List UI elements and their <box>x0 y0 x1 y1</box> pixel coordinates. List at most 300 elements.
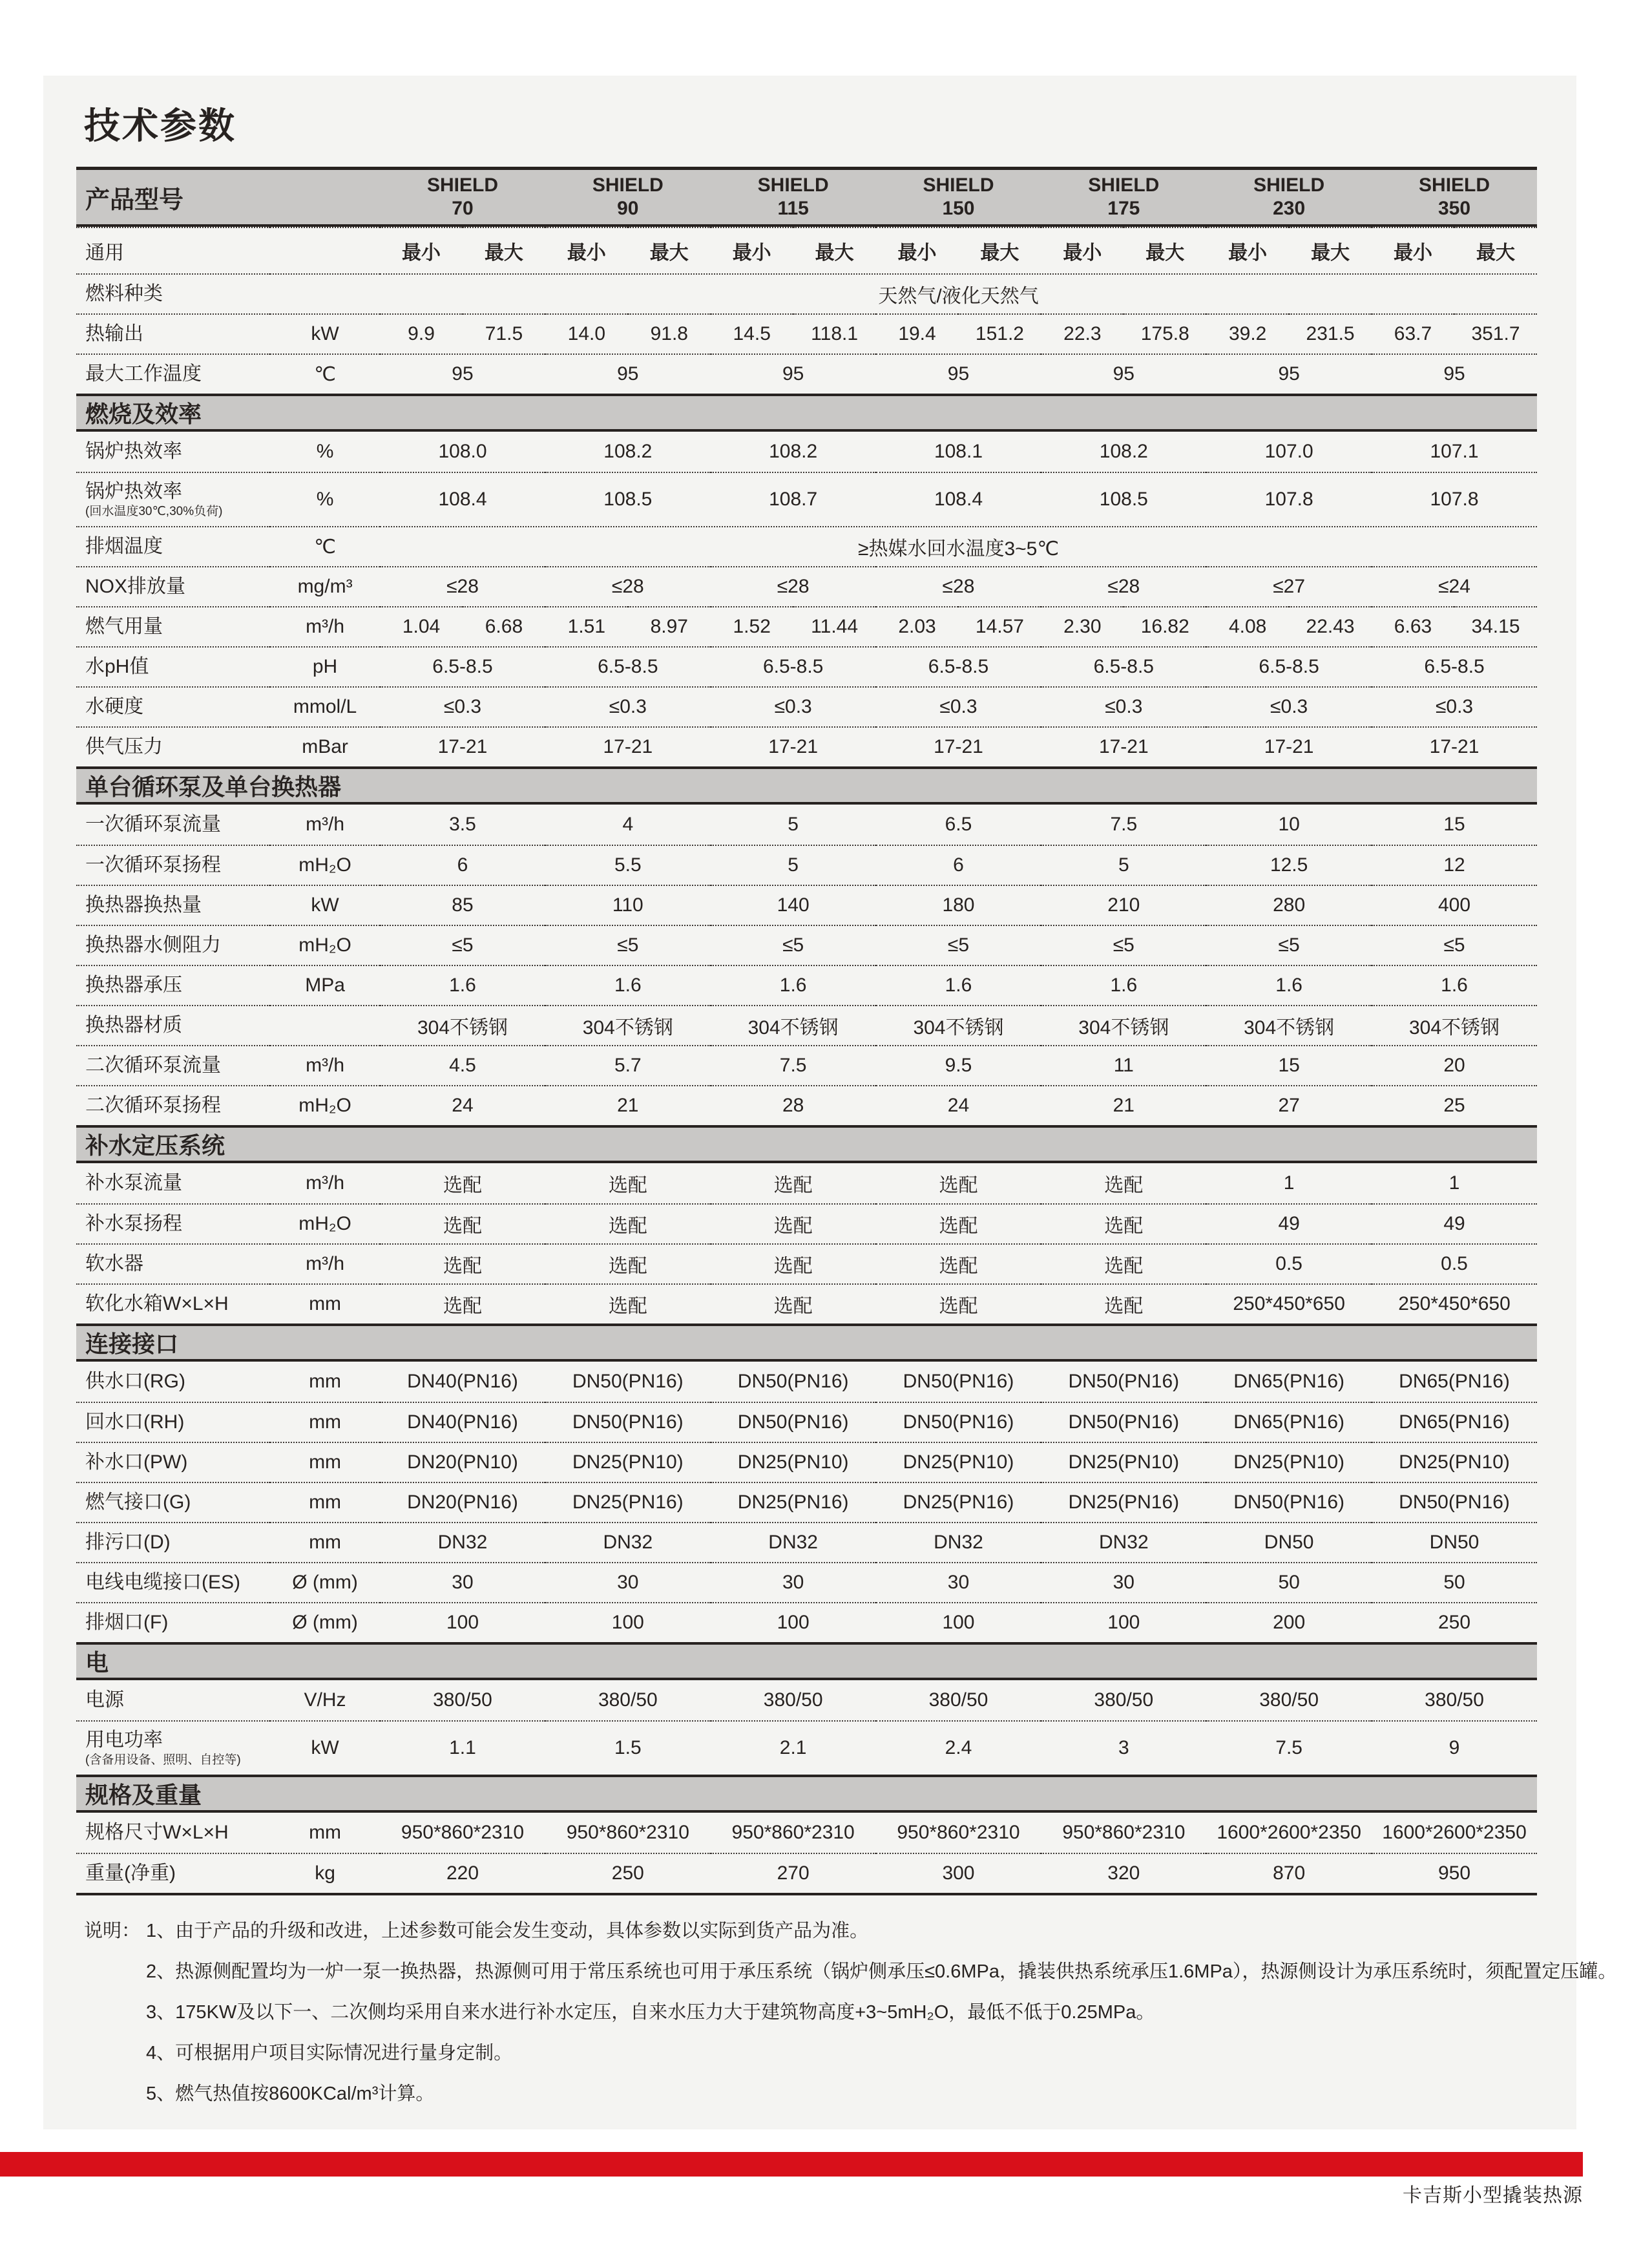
note-text: 4、可根据用户项目实际情况进行量身定制。 <box>146 2043 513 2063</box>
value-cell: DN25(PN10) <box>1372 1442 1537 1482</box>
note-prefix <box>84 2074 146 2114</box>
row-label-cell <box>76 845 270 885</box>
row-label-cell <box>76 646 270 686</box>
value-cell: ≤24 <box>1372 566 1537 606</box>
value-cell: 1600*2600*2350 <box>1217 1822 1361 1843</box>
value-cell: 380/50 <box>763 1689 823 1711</box>
value-cell: 6.5-8.5 <box>711 646 876 686</box>
value-min-cell: 9.9 <box>380 313 463 353</box>
value-cell: 108.4 <box>876 472 1041 526</box>
table-header-row <box>76 170 1537 227</box>
value-cell: 100 <box>380 1602 545 1642</box>
row-sublabel: (含备用设备、照明、自控等) <box>85 1753 241 1767</box>
table-row <box>76 1243 1537 1283</box>
value-cell: DN50(PN16) <box>876 1402 1041 1442</box>
value-cell: 17-21 <box>1206 726 1372 766</box>
unit-cell: m³/h <box>306 1172 345 1194</box>
value-cell: 1.1 <box>380 1720 545 1775</box>
row-label: 回水口(RH) <box>85 1411 185 1433</box>
section-header-row <box>76 394 1537 432</box>
value-cell: DN50(PN16) <box>737 1371 849 1392</box>
unit-cell: kW <box>270 313 380 353</box>
footer-red-bar <box>0 2152 1583 2177</box>
row-label-cell <box>76 1853 270 1893</box>
value-cell: 108.1 <box>934 441 983 462</box>
value-cell: 17-21 <box>380 726 545 766</box>
value-min-cell: 1.51 <box>545 606 628 646</box>
row-label: 燃料种类 <box>85 283 163 304</box>
value-cell: 304不锈钢 <box>1372 1005 1537 1045</box>
unit-cell: Ø (mm) <box>270 1562 380 1602</box>
value-cell: 950*860*2310 <box>401 1822 525 1843</box>
value-cell: 108.4 <box>380 472 545 526</box>
row-label: 重量(净重) <box>85 1862 176 1884</box>
max-label: 最大 <box>1289 227 1372 273</box>
value-cell: ≤0.3 <box>711 686 876 726</box>
value-cell: DN32 <box>876 1522 1041 1562</box>
header-unit-spacer <box>270 170 380 227</box>
value-cell: 304不锈钢 <box>380 1005 545 1045</box>
value-cell: 28 <box>711 1085 876 1125</box>
value-cell: 4 <box>622 814 634 835</box>
unit-cell: Ø (mm) <box>270 1602 380 1642</box>
value-cell: DN50(PN16) <box>903 1371 1014 1392</box>
row-label: 供水口(RG) <box>85 1371 185 1392</box>
value-cell: 1600*2600*2350 <box>1382 1822 1527 1843</box>
value-cell: 选配 <box>711 1243 876 1283</box>
value-cell: ≤5 <box>380 925 545 965</box>
value-cell: 107.1 <box>1430 441 1479 462</box>
value-cell: DN40(PN16) <box>380 1402 545 1442</box>
value-cell: 380/50 <box>598 1689 658 1711</box>
value-cell: DN25(PN10) <box>1206 1442 1372 1482</box>
model-code: 90 <box>617 198 639 219</box>
value-cell: 6 <box>876 845 1041 885</box>
value-cell: 50 <box>1372 1562 1537 1602</box>
span-value-cell: ≥热媒水回水温度3~5℃ <box>380 526 1537 566</box>
table-row <box>76 1005 1537 1045</box>
section-header-row <box>76 1642 1537 1680</box>
model-name: SHIELD <box>426 174 498 196</box>
note-prefix <box>84 2033 146 2074</box>
table-row <box>76 845 1537 885</box>
min-label: 最小 <box>1041 227 1124 273</box>
notes-block <box>84 1911 1616 2114</box>
model-name: SHIELD <box>1253 174 1325 196</box>
section-title: 单台循环泵及单台换热器 <box>76 766 1537 805</box>
row-label: 换热器水侧阻力 <box>85 934 221 956</box>
max-label: 最大 <box>628 227 711 273</box>
model-name: SHIELD <box>1088 174 1160 196</box>
table-row <box>76 885 1537 925</box>
value-cell: 304不锈钢 <box>1041 1005 1206 1045</box>
value-cell: 21 <box>1041 1085 1206 1125</box>
note-line <box>84 1911 1616 1952</box>
value-cell: 24 <box>876 1085 1041 1125</box>
section-title: 规格及重量 <box>76 1775 1537 1813</box>
value-cell: 950*860*2310 <box>1062 1822 1186 1843</box>
section-title: 补水定压系统 <box>76 1125 1537 1163</box>
value-cell: 30 <box>711 1562 876 1602</box>
value-cell: 12 <box>1372 845 1537 885</box>
note-prefix <box>84 1992 146 2033</box>
model-header-cell <box>380 170 545 227</box>
value-cell: 27 <box>1206 1085 1372 1125</box>
value-cell: DN25(PN16) <box>1041 1482 1206 1522</box>
value-cell: 107.8 <box>1206 472 1372 526</box>
row-label: 换热器材质 <box>85 1015 182 1036</box>
value-cell: 380/50 <box>928 1689 988 1711</box>
value-cell: 95 <box>876 353 1041 394</box>
value-cell: 6.5-8.5 <box>380 646 545 686</box>
value-cell: 180 <box>876 885 1041 925</box>
value-cell: DN50 <box>1372 1522 1537 1562</box>
value-cell: ≤28 <box>545 566 711 606</box>
value-cell: 5.5 <box>545 845 711 885</box>
model-code: 350 <box>1438 198 1471 219</box>
model-header-cell <box>1041 170 1206 227</box>
value-cell: 选配 <box>711 1283 876 1323</box>
value-cell: 5 <box>1041 845 1206 885</box>
value-cell: 选配 <box>545 1283 711 1323</box>
row-label-cell <box>76 1203 270 1243</box>
value-cell: 304不锈钢 <box>545 1005 711 1045</box>
value-cell: ≤0.3 <box>380 686 545 726</box>
value-cell: 6.5-8.5 <box>1372 646 1537 686</box>
row-label-cell <box>76 1362 270 1402</box>
value-cell: 210 <box>1041 885 1206 925</box>
value-max-cell: 22.43 <box>1289 606 1372 646</box>
value-min-cell: 14.5 <box>711 313 793 353</box>
value-max-cell: 71.5 <box>463 313 545 353</box>
row-label: 软水器 <box>85 1253 143 1274</box>
value-cell: DN65(PN16) <box>1399 1371 1510 1392</box>
row-label: 水硬度 <box>85 696 143 717</box>
value-cell: 选配 <box>876 1283 1041 1323</box>
row-label: 热输出 <box>85 323 143 344</box>
row-label-cell <box>76 1522 270 1562</box>
value-cell: 17-21 <box>1041 726 1206 766</box>
value-cell: 9.5 <box>876 1045 1041 1085</box>
unit-cell: mm <box>270 1442 380 1482</box>
value-cell: 选配 <box>545 1243 711 1283</box>
unit-cell: m³/h <box>306 814 345 835</box>
row-label-cell <box>76 1163 270 1203</box>
unit-cell: kW <box>270 885 380 925</box>
value-cell: 15 <box>1206 1045 1372 1085</box>
value-cell: 270 <box>711 1853 876 1893</box>
value-min-cell: 22.3 <box>1041 313 1124 353</box>
value-cell: 6.5-8.5 <box>876 646 1041 686</box>
model-name: SHIELD <box>592 174 664 196</box>
value-cell: 6.5-8.5 <box>1041 646 1206 686</box>
value-cell: DN65(PN16) <box>1372 1402 1537 1442</box>
max-label: 最大 <box>793 227 876 273</box>
value-cell: 1.6 <box>876 965 1041 1005</box>
value-cell: 17-21 <box>1372 726 1537 766</box>
value-cell: DN65(PN16) <box>1206 1402 1372 1442</box>
footer-brand: 卡吉斯小型撬装热源 <box>1403 2185 1583 2206</box>
value-cell: 380/50 <box>1425 1689 1484 1711</box>
section-header-row <box>76 1125 1537 1163</box>
table-row <box>76 273 1537 313</box>
min-label: 最小 <box>545 227 628 273</box>
value-max-cell: 91.8 <box>628 313 711 353</box>
table-row <box>76 1085 1537 1125</box>
value-cell: DN32 <box>545 1522 711 1562</box>
section-header-row <box>76 1323 1537 1362</box>
max-label: 最大 <box>1454 227 1537 273</box>
row-label-cell <box>76 1720 270 1775</box>
value-max-cell: 16.82 <box>1124 606 1206 646</box>
unit-cell: m³/h <box>270 606 380 646</box>
model-code: 230 <box>1273 198 1306 219</box>
value-cell: ≤28 <box>876 566 1041 606</box>
value-cell: 30 <box>876 1562 1041 1602</box>
unit-cell: kg <box>270 1853 380 1893</box>
row-label: 补水口(PW) <box>85 1451 188 1473</box>
unit-cell: mBar <box>270 726 380 766</box>
value-cell: 选配 <box>443 1175 482 1196</box>
value-min-cell: 2.03 <box>876 606 959 646</box>
unit-cell: mm <box>270 1482 380 1522</box>
value-min-cell: 1.52 <box>711 606 793 646</box>
value-cell: 380/50 <box>1094 1689 1154 1711</box>
table-row <box>76 1853 1537 1893</box>
value-cell: 11 <box>1041 1045 1206 1085</box>
value-cell: 100 <box>876 1602 1041 1642</box>
unit-cell: ℃ <box>270 353 380 394</box>
table-row <box>76 1522 1537 1562</box>
spec-table <box>76 167 1537 1895</box>
table-row <box>76 526 1537 566</box>
row-label: NOX排放量 <box>85 576 186 597</box>
row-label: 电线电缆接口(ES) <box>85 1572 240 1593</box>
value-cell: 1.6 <box>711 965 876 1005</box>
value-cell: ≤5 <box>1372 925 1537 965</box>
note-text: 5、燃气热值按8600KCal/m³计算。 <box>146 2083 435 2104</box>
value-cell: 选配 <box>1104 1175 1144 1196</box>
value-cell: 17-21 <box>545 726 711 766</box>
row-label-cell <box>76 1045 270 1085</box>
value-cell: 0.5 <box>1206 1243 1372 1283</box>
row-label-cell <box>76 686 270 726</box>
value-cell: 2.4 <box>876 1720 1041 1775</box>
note-text: 1、由于产品的升级和改进，上述参数可能会发生变动，具体参数以实际到货产品为准。 <box>146 1921 869 1941</box>
value-cell: 6.5-8.5 <box>545 646 711 686</box>
row-sublabel: (回水温度30℃,30%负荷) <box>85 504 223 518</box>
value-cell: 95 <box>711 353 876 394</box>
row-label: 一次循环泵流量 <box>85 814 221 835</box>
table-row <box>76 726 1537 766</box>
value-cell: 108.2 <box>1099 441 1148 462</box>
value-cell: DN50 <box>1206 1522 1372 1562</box>
table-row <box>76 1283 1537 1323</box>
value-cell: DN25(PN10) <box>1041 1442 1206 1482</box>
table-row <box>76 1163 1537 1203</box>
value-min-cell: 39.2 <box>1206 313 1289 353</box>
value-cell: DN25(PN16) <box>545 1482 711 1522</box>
value-cell: 300 <box>876 1853 1041 1893</box>
value-cell: 304不锈钢 <box>1206 1005 1372 1045</box>
max-label: 最大 <box>1124 227 1206 273</box>
value-cell: 4.5 <box>380 1045 545 1085</box>
row-label-cell <box>76 1005 270 1045</box>
row-label: 排污口(D) <box>85 1532 171 1553</box>
value-max-cell: 175.8 <box>1124 313 1206 353</box>
table-row <box>76 566 1537 606</box>
row-label: 二次循环泵扬程 <box>85 1095 221 1116</box>
value-cell: 选配 <box>876 1243 1041 1283</box>
value-cell: 950 <box>1372 1853 1537 1893</box>
table-row <box>76 1442 1537 1482</box>
row-label: 用电功率 <box>85 1729 163 1751</box>
value-cell: DN25(PN10) <box>545 1442 711 1482</box>
table-row <box>76 925 1537 965</box>
value-cell: DN25(PN10) <box>711 1442 876 1482</box>
value-cell: 3.5 <box>449 814 476 835</box>
value-cell: 选配 <box>773 1175 813 1196</box>
value-cell: DN50(PN16) <box>1372 1482 1537 1522</box>
value-cell: 选配 <box>876 1203 1041 1243</box>
row-label-cell <box>76 1482 270 1522</box>
value-max-cell: 118.1 <box>793 313 876 353</box>
value-cell: 50 <box>1206 1562 1372 1602</box>
value-min-cell: 19.4 <box>876 313 959 353</box>
row-label-cell <box>76 1283 270 1323</box>
unit-cell: mm <box>309 1822 342 1843</box>
row-label-cell <box>76 1402 270 1442</box>
value-cell: 950*860*2310 <box>731 1822 855 1843</box>
unit-cell: % <box>270 472 380 526</box>
value-cell: ≤0.3 <box>1206 686 1372 726</box>
table-row <box>76 1045 1537 1085</box>
span-value-cell: 天然气/液化天然气 <box>380 273 1537 313</box>
value-cell: DN50(PN16) <box>1068 1371 1180 1392</box>
value-cell: 6.5-8.5 <box>1206 646 1372 686</box>
value-cell: 95 <box>1206 353 1372 394</box>
row-label: 规格尺寸W×L×H <box>85 1822 229 1843</box>
model-name: SHIELD <box>923 174 994 196</box>
value-cell: 12.5 <box>1206 845 1372 885</box>
value-cell: 220 <box>380 1853 545 1893</box>
value-cell: 380/50 <box>1259 1689 1319 1711</box>
row-label-cell <box>76 1243 270 1283</box>
row-label-cell <box>76 1562 270 1602</box>
row-label: 换热器承压 <box>85 975 182 996</box>
row-label-cell <box>76 313 270 353</box>
value-cell: 85 <box>380 885 545 925</box>
unit-cell: mm <box>309 1371 342 1392</box>
unit-cell: mg/m³ <box>270 566 380 606</box>
table-row <box>76 606 1537 646</box>
row-label-cell <box>76 566 270 606</box>
value-cell: 140 <box>711 885 876 925</box>
row-label: 通用 <box>76 227 270 273</box>
value-cell: 1.6 <box>380 965 545 1005</box>
value-cell: DN32 <box>380 1522 545 1562</box>
max-label: 最大 <box>958 227 1041 273</box>
value-cell: 108.7 <box>711 472 876 526</box>
row-label: 锅炉热效率 <box>85 441 182 462</box>
unit-cell: mmol/L <box>270 686 380 726</box>
value-cell: 304不锈钢 <box>711 1005 876 1045</box>
value-cell: DN50(PN16) <box>1206 1482 1372 1522</box>
value-cell: ≤27 <box>1206 566 1372 606</box>
value-max-cell: 14.57 <box>958 606 1041 646</box>
value-min-cell: 4.08 <box>1206 606 1289 646</box>
value-cell: 100 <box>1041 1602 1206 1642</box>
row-label: 燃气用量 <box>85 616 163 637</box>
value-min-cell: 14.0 <box>545 313 628 353</box>
value-cell: DN32 <box>711 1522 876 1562</box>
min-label: 最小 <box>1206 227 1289 273</box>
row-label: 软化水箱W×L×H <box>85 1293 229 1314</box>
row-label-cell <box>76 273 270 313</box>
value-cell: 选配 <box>711 1203 876 1243</box>
value-cell: 17-21 <box>876 726 1041 766</box>
value-cell: 2.1 <box>711 1720 876 1775</box>
value-cell: ≤5 <box>1206 925 1372 965</box>
value-cell: 10 <box>1278 814 1300 835</box>
value-cell: 7.5 <box>1206 1720 1372 1775</box>
note-line <box>84 1992 1616 2033</box>
row-label: 电源 <box>85 1689 124 1711</box>
row-label: 供气压力 <box>85 736 163 757</box>
row-label-cell <box>76 1442 270 1482</box>
table-row <box>76 686 1537 726</box>
value-max-cell: 11.44 <box>793 606 876 646</box>
value-cell: 950*860*2310 <box>566 1822 689 1843</box>
value-cell: DN25(PN16) <box>876 1482 1041 1522</box>
value-cell: 250*450*650 <box>1372 1283 1537 1323</box>
value-cell: 5.7 <box>545 1045 711 1085</box>
value-cell: 0.5 <box>1372 1243 1537 1283</box>
value-cell: 108.5 <box>545 472 711 526</box>
value-cell: 选配 <box>380 1243 545 1283</box>
table-row <box>76 965 1537 1005</box>
unit-cell: mm <box>270 1522 380 1562</box>
value-cell: 1 <box>1283 1172 1295 1194</box>
value-cell: 250 <box>1372 1602 1537 1642</box>
value-cell: ≤28 <box>711 566 876 606</box>
unit-cell <box>270 1005 380 1045</box>
subheader-row <box>76 227 1537 273</box>
note-line <box>84 1952 1616 1992</box>
row-label-cell <box>76 1680 270 1720</box>
value-cell: 1.6 <box>1206 965 1372 1005</box>
value-cell: 3 <box>1041 1720 1206 1775</box>
page-title: 技术参数 <box>84 105 236 146</box>
model-code: 150 <box>942 198 975 219</box>
row-label: 排烟口(F) <box>85 1612 169 1633</box>
value-min-cell: 1.04 <box>380 606 463 646</box>
value-cell: DN20(PN10) <box>380 1442 545 1482</box>
note-line <box>84 2033 1616 2074</box>
min-label: 最小 <box>1372 227 1454 273</box>
value-max-cell: 151.2 <box>958 313 1041 353</box>
row-label: 补水泵扬程 <box>85 1213 182 1234</box>
row-label-cell <box>76 1085 270 1125</box>
value-cell: 选配 <box>1041 1283 1206 1323</box>
value-cell: 107.8 <box>1372 472 1537 526</box>
value-cell: DN40(PN16) <box>407 1371 518 1392</box>
table-row <box>76 1813 1537 1853</box>
value-cell: ≤28 <box>380 566 545 606</box>
value-cell: DN50(PN16) <box>545 1402 711 1442</box>
value-cell: ≤0.3 <box>1041 686 1206 726</box>
value-cell: 95 <box>545 353 711 394</box>
